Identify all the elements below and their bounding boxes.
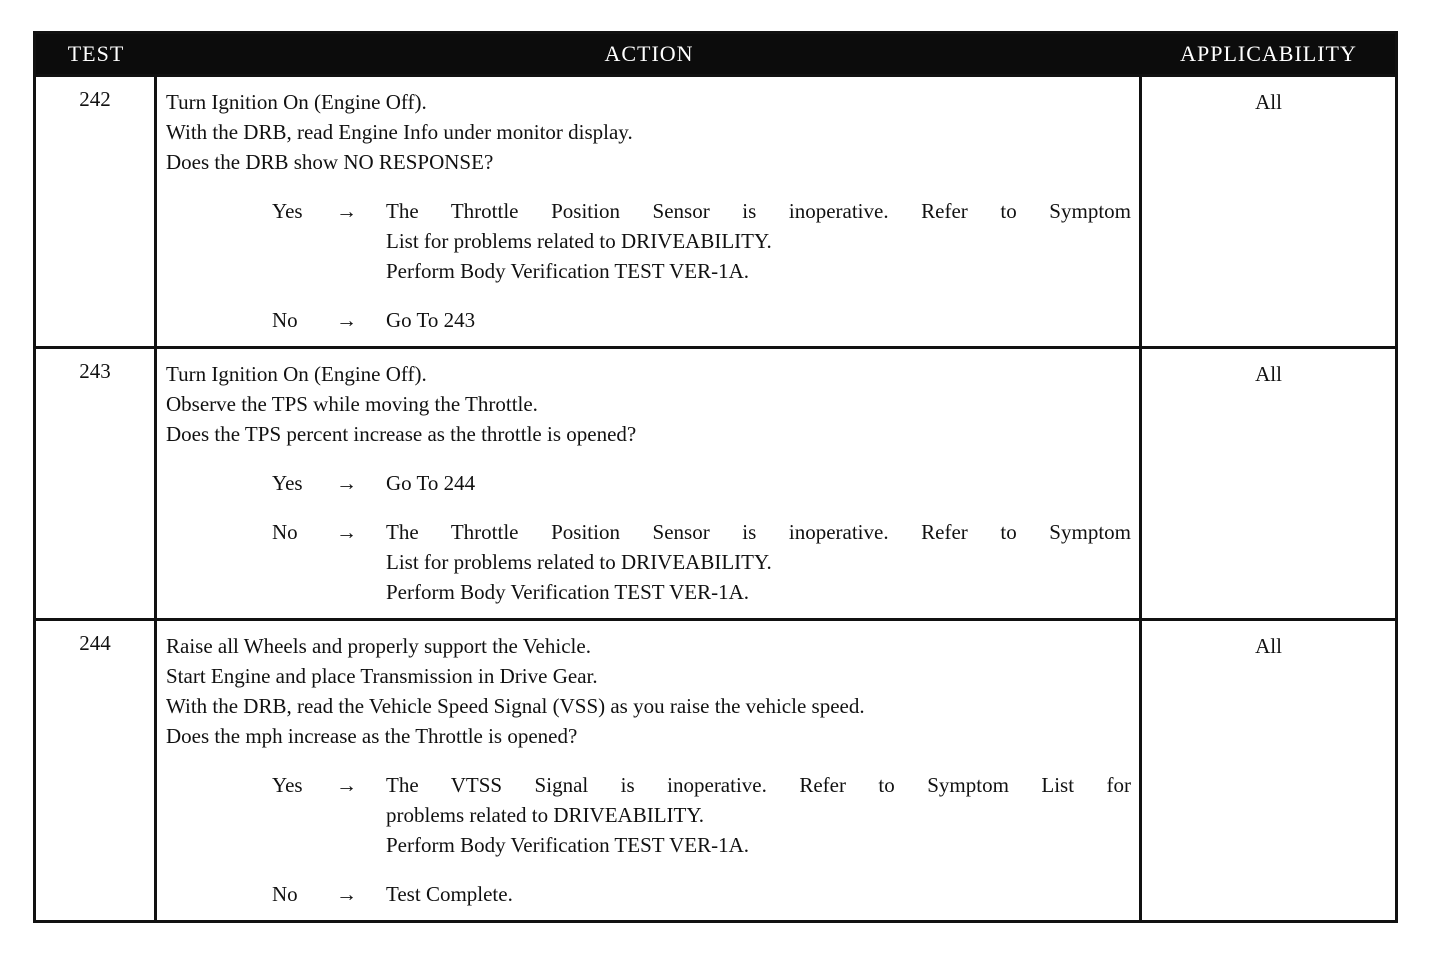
option-line: Test Complete. [386, 882, 513, 906]
action-step: Raise all Wheels and properly support the Vehicle. [166, 634, 591, 658]
option-label: Yes [272, 773, 303, 797]
result-option [166, 517, 1131, 607]
test-number: 244 [36, 621, 157, 920]
action-step: Does the DRB show NO RESPONSE? [166, 150, 494, 174]
diagnostic-test-table [33, 31, 1398, 923]
applicability-value: All [1255, 362, 1282, 386]
option-line: The VTSS Signal is inoperative. Refer to Symptom List for [386, 773, 1131, 797]
arrow-icon: → [336, 471, 357, 495]
result-options [166, 770, 1131, 909]
result-option [166, 770, 1131, 860]
arrow-icon: → [336, 882, 357, 906]
applicability-value: All [1255, 634, 1282, 658]
header-action: ACTION [604, 41, 694, 66]
action-step: Start Engine and place Transmission in Drive Gear. [166, 664, 598, 688]
action-step: Turn Ignition On (Engine Off). [166, 90, 427, 114]
option-text [386, 517, 1131, 607]
table-header [36, 34, 1395, 74]
option-line: The Throttle Position Sensor is inoperative. Refer to Symptom [386, 199, 1131, 223]
action-step: With the DRB, read the Vehicle Speed Signal (VSS) as you raise the vehicle speed. [166, 694, 865, 718]
result-option [166, 879, 1131, 909]
result-options [166, 468, 1131, 607]
action-step: Does the TPS percent increase as the throttle is opened? [166, 422, 637, 446]
option-line: List for problems related to DRIVEABILITY. [386, 229, 772, 253]
result-option [166, 468, 1131, 498]
result-option [166, 305, 1131, 335]
option-label: No [272, 308, 298, 332]
test-number: 242 [36, 77, 157, 346]
applicability-value: All [1255, 90, 1282, 114]
option-label: No [272, 520, 298, 544]
option-line: problems related to DRIVEABILITY. [386, 803, 705, 827]
option-label: Yes [272, 471, 303, 495]
option-label: Yes [272, 199, 303, 223]
action-step: Turn Ignition On (Engine Off). [166, 362, 427, 386]
result-options [166, 196, 1131, 335]
arrow-icon: → [336, 199, 357, 223]
option-text [386, 468, 1131, 498]
action-cell [157, 77, 1142, 346]
header-applicability: APPLICABILITY [1180, 41, 1357, 66]
arrow-icon: → [336, 773, 357, 797]
header-test: TEST [67, 41, 125, 66]
action-step: Does the mph increase as the Throttle is opened? [166, 724, 578, 748]
option-line: List for problems related to DRIVEABILITY. [386, 550, 772, 574]
option-label: No [272, 882, 298, 906]
table-row [36, 74, 1395, 346]
option-text [386, 305, 1131, 335]
arrow-icon: → [336, 308, 357, 332]
table-row [36, 618, 1395, 920]
option-line: Perform Body Verification TEST VER-1A. [386, 580, 749, 604]
option-line: Go To 244 [386, 471, 476, 495]
option-line: The Throttle Position Sensor is inoperative. Refer to Symptom [386, 520, 1131, 544]
action-cell [157, 349, 1142, 618]
test-number: 243 [36, 349, 157, 618]
action-step: Observe the TPS while moving the Throttle. [166, 392, 538, 416]
option-text [386, 196, 1131, 286]
table-row [36, 346, 1395, 618]
option-text [386, 770, 1131, 860]
arrow-icon: → [336, 520, 357, 544]
action-step: With the DRB, read Engine Info under monitor display. [166, 120, 633, 144]
option-line: Perform Body Verification TEST VER-1A. [386, 833, 749, 857]
result-option [166, 196, 1131, 286]
option-line: Perform Body Verification TEST VER-1A. [386, 259, 749, 283]
action-cell [157, 621, 1142, 920]
option-text [386, 879, 1131, 909]
table-body [36, 74, 1395, 920]
option-line: Go To 243 [386, 308, 476, 332]
